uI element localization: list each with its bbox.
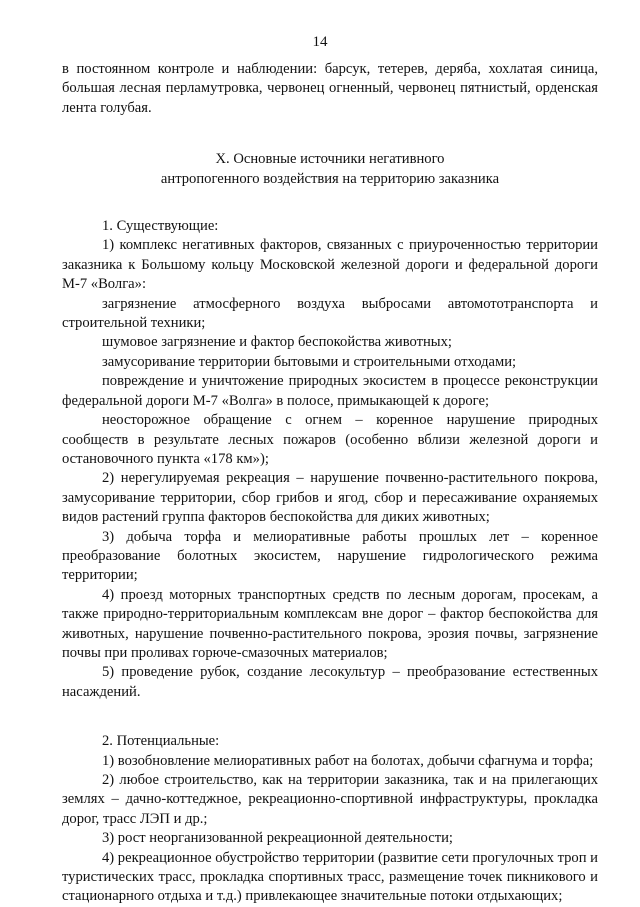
list-item: 4) проезд моторных транспортных средств по лесным дорогам, просекам, а также природно-территориальным комплексам вне дорог – фактор беспокойства для животных, нарушение почвенно-растительного покрова, эрозия почвы, загрязнение почвы при проливах горюче-смазочных материалов; — [62, 586, 598, 661]
intro-paragraph: в постоянном контроле и наблюдении: барсук, тетерев, деряба, хохлатая синица, большая лесная перламутровка, червонец огненный, червонец пятнистый, орденская лента голубая. — [62, 61, 598, 116]
page-number: 14 — [312, 34, 328, 50]
list-item: замусоривание территории бытовыми и строительными отходами; — [102, 353, 517, 370]
potential-label: 2. Потенциальные: — [102, 733, 220, 750]
section-heading — [62, 150, 598, 189]
list-item: 2) любое строительство, как на территории заказника, так и на прилегающих землях – дачно-коттеджное, рекреационно-спортивной инфраструктуры, прокладка дорог, трасс ЛЭП и др.; — [62, 772, 598, 827]
list-item: 5) проведение рубок, создание лесокультур – преобразование естественных насаждений. — [62, 664, 598, 700]
existing-label: 1. Существующие: — [102, 218, 219, 235]
section-heading-line-1: X. Основные источники негативного — [215, 151, 445, 168]
list-item: 2) нерегулируемая рекреация – нарушение почвенно-растительного покрова, замусоривание территории, сбор грибов и ягод, сбор и пересаживание охраняемых видов растений группа факторов беспокойства для диких животных; — [62, 470, 598, 526]
list-item: шумовое загрязнение и фактор беспокойства животных; — [102, 334, 452, 351]
list-item: неосторожное обращение с огнем – коренное нарушение природных сообществ в результате лесных пожаров (особенно вблизи железной дороги и остановочного пункта «178 км»); — [62, 412, 598, 467]
list-item: 1) комплекс негативных факторов, связанных с приуроченностью территории заказника к Большому кольцу Московской железной дороги и федеральной дороги М-7 «Волга»: — [62, 237, 598, 293]
list-item: 1) возобновление мелиоративных работ на болотах, добычи сфагнума и торфа; — [102, 752, 594, 769]
list-item: 3) рост неорганизованной рекреационной деятельности; — [102, 830, 453, 847]
list-item: повреждение и уничтожение природных экосистем в процессе реконструкции федеральной дороги М-7 «Волга» в полосе, примыкающей к дороге; — [62, 373, 598, 409]
list-item: загрязнение атмосферного воздуха выбросами автомототранспорта и строительной техники; — [62, 295, 598, 332]
list-item: 4) рекреационное обустройство территории (развитие сети прогулочных троп и туристических трасс, прокладка спортивных трасс, размещение точек пикникового и стационарного отдыха и т.д.) привлекающее значительные потоки отдыхающих; — [62, 849, 598, 905]
body-text — [62, 60, 598, 907]
list-item: 3) добыча торфа и мелиоративные работы прошлых лет – коренное преобразование болотных экосистем, нарушение гидрологического режима территории; — [62, 528, 598, 584]
section-heading-line-2: антропогенного воздействия на территорию заказника — [160, 170, 500, 187]
